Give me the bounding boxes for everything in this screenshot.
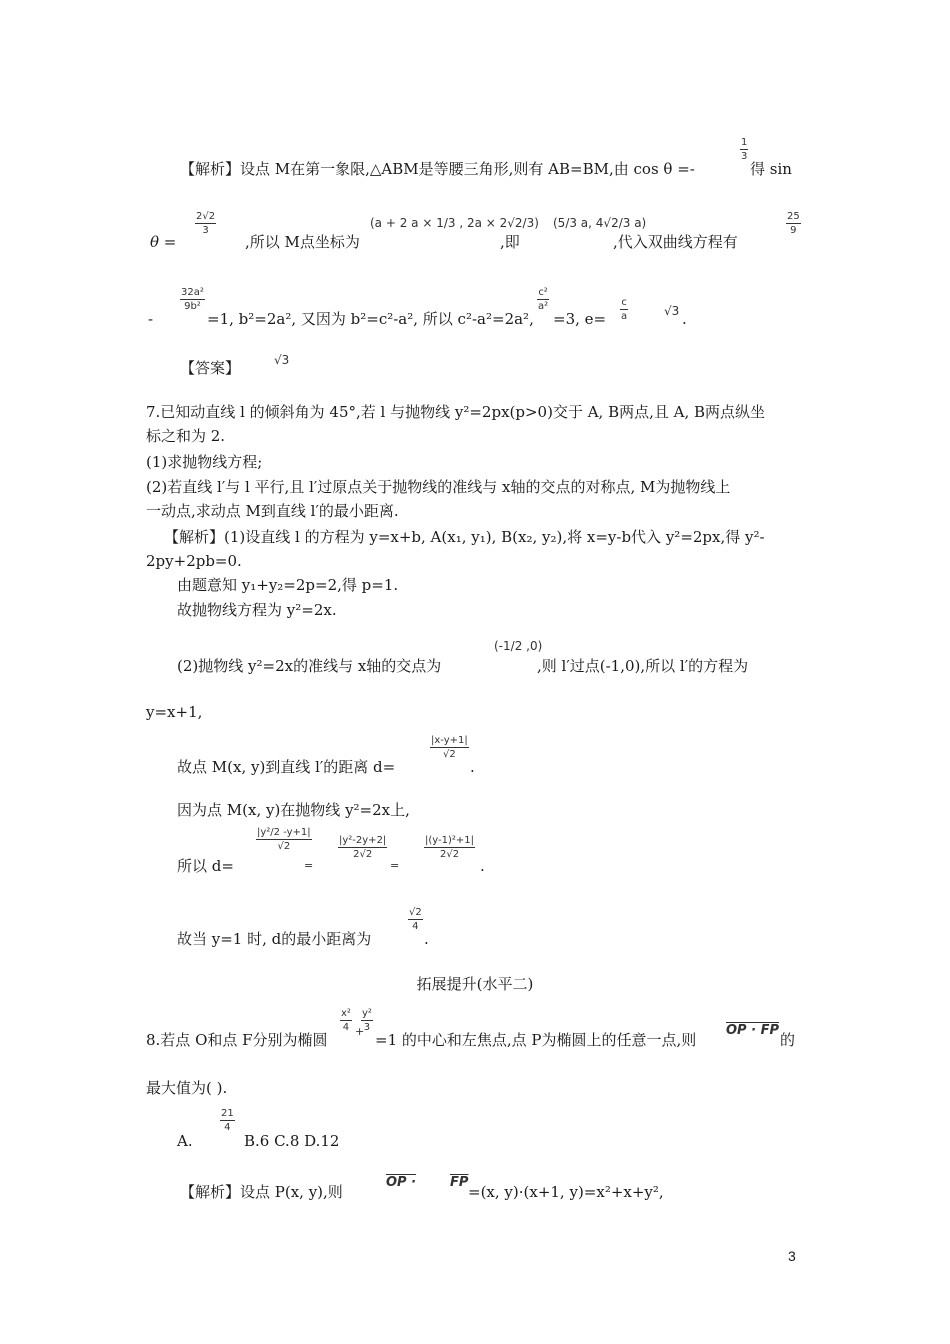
problem-8-line-1-mid: =1 的中心和左焦点,点 P为椭圆上的任意一点,则 — [375, 1031, 697, 1049]
equals-sign: = — [304, 859, 314, 872]
solution-7-line-5-end: ,则 l′过点(-1,0),所以 l′的方程为 — [537, 657, 749, 675]
solution-line-1: 【解析】设点 M在第一象限,△ABM是等腰三角形,则有 AB=BM,由 cos θ =- — [180, 160, 695, 178]
fraction-d-step-1: |y²/2 -y+1| √2 — [257, 827, 311, 852]
problem-7-part-2b: 一动点,求动点 M到直线 l′的最小距离. — [146, 502, 399, 520]
fraction-x2-4: x² 4 — [341, 1008, 351, 1033]
vector-fp: $\overline{FP}$ — [450, 1175, 469, 1190]
problem-8-line-1-end: 的 — [780, 1031, 796, 1049]
fraction-one-third: 1 3 — [741, 137, 748, 162]
problem-7-part-2: (2)若直线 l′与 l 平行,且 l′过原点关于抛物线的准线与 x轴的交点的对称点, M为抛物线上 — [146, 478, 731, 496]
fraction-d-step-2: |y²-2y+2| 2√2 — [339, 835, 387, 860]
solution-line-3: =1, b²=2a², 又因为 b²=c²-a², 所以 c²-a²=2a², — [207, 310, 534, 328]
solution-7-line-1: 【解析】(1)设直线 l 的方程为 y=x+b, A(x₁, y₁), B(x₂, y₂),将 x=y-b代入 y²=2px,得 y²- — [164, 528, 765, 546]
solution-7-line-2: 2py+2pb=0. — [146, 552, 242, 570]
solution-7-line-5: (2)抛物线 y²=2x的准线与 x轴的交点为 — [177, 657, 442, 675]
solution-7-line-10: 故当 y=1 时, d的最小距离为 — [177, 930, 372, 948]
fraction-25-9: 25 9 — [787, 211, 800, 236]
solution-line-2: ,所以 M点坐标为 — [245, 233, 360, 251]
solution-7-line-3: 由题意知 y₁+y₂=2p=2,得 p=1. — [177, 576, 399, 594]
point-expression-2: (5/3 a, 4√2/3 a) — [553, 216, 647, 230]
period: . — [480, 857, 485, 875]
period: . — [682, 310, 687, 328]
solution-7-line-8: 因为点 M(x, y)在抛物线 y²=2x上, — [177, 801, 410, 819]
answer-sqrt3: √3 — [274, 353, 290, 367]
problem-7-line-2: 标之和为 2. — [146, 427, 226, 445]
period: . — [470, 758, 475, 776]
problem-7-part-1: (1)求抛物线方程; — [146, 453, 263, 471]
fraction-c2-a2: c² a² — [538, 287, 549, 312]
vector-op: OP · — [386, 1175, 417, 1190]
solution-line-3-e: =3, e= — [553, 310, 607, 328]
problem-8-line-2: 最大值为( ). — [146, 1079, 228, 1097]
fraction-d-step-3: |(y-1)²+1| 2√2 — [425, 835, 475, 860]
solution-7-line-7: 故点 M(x, y)到直线 l′的距离 d= — [177, 758, 396, 776]
fraction-y2-3: y² 3 — [362, 1008, 372, 1033]
page-number: 3 — [788, 1248, 796, 1264]
solution-7-line-4: 故抛物线方程为 y²=2x. — [177, 601, 337, 619]
solution-7-line-6: y=x+1, — [146, 703, 203, 721]
solution-8-line-1: 【解析】设点 P(x, y),则 — [180, 1183, 343, 1201]
problem-7-line-1: 7.已知动直线 l 的倾斜角为 45°,若 l 与抛物线 y²=2px(p>0)交于 A, B两点,且 A, B两点纵坐 — [146, 403, 766, 421]
fraction-2root2-over-3: 2√2 3 — [196, 211, 216, 236]
minus-sign: - — [148, 310, 154, 328]
theta-label: θ = — [150, 233, 177, 251]
plus-sign: + — [355, 1025, 365, 1038]
problem-8-line-1: 8.若点 O和点 F分别为椭圆 — [146, 1031, 328, 1049]
solution-7-line-9: 所以 d= — [177, 857, 234, 875]
sqrt3-value: √3 — [664, 304, 680, 318]
fraction-root2-over-4: √2 4 — [409, 907, 422, 932]
equals-sign: = — [390, 859, 400, 872]
solution-8-line-1-end: =(x, y)·(x+1, y)=x²+x+y², — [468, 1183, 664, 1201]
solution-line-2-end: ,代入双曲线方程有 — [613, 233, 738, 251]
period: . — [424, 930, 429, 948]
vector-dot-product: OP · FP — [726, 1023, 779, 1038]
answer-label: 【答案】 — [180, 359, 241, 377]
fraction-32a2-9b2: 32a² 9b² — [181, 287, 204, 312]
fraction-21-4: 21 4 — [221, 1108, 234, 1133]
option-a-label: A. — [177, 1132, 193, 1150]
section-heading: 拓展提升(水平二) — [416, 975, 534, 993]
options-b-c-d: B.6 C.8 D.12 — [244, 1132, 340, 1150]
solution-line-2-ie: ,即 — [500, 233, 520, 251]
fraction-c-a: c a — [621, 297, 628, 322]
point-neg-half-zero: (-1/2 ,0) — [494, 639, 543, 653]
fraction-distance: |x-y+1| √2 — [431, 735, 468, 760]
point-expression-1: (a + 2 a × 1/3 , 2a × 2√2/3) — [370, 216, 539, 230]
solution-line-1-end: 得 sin — [750, 160, 792, 178]
